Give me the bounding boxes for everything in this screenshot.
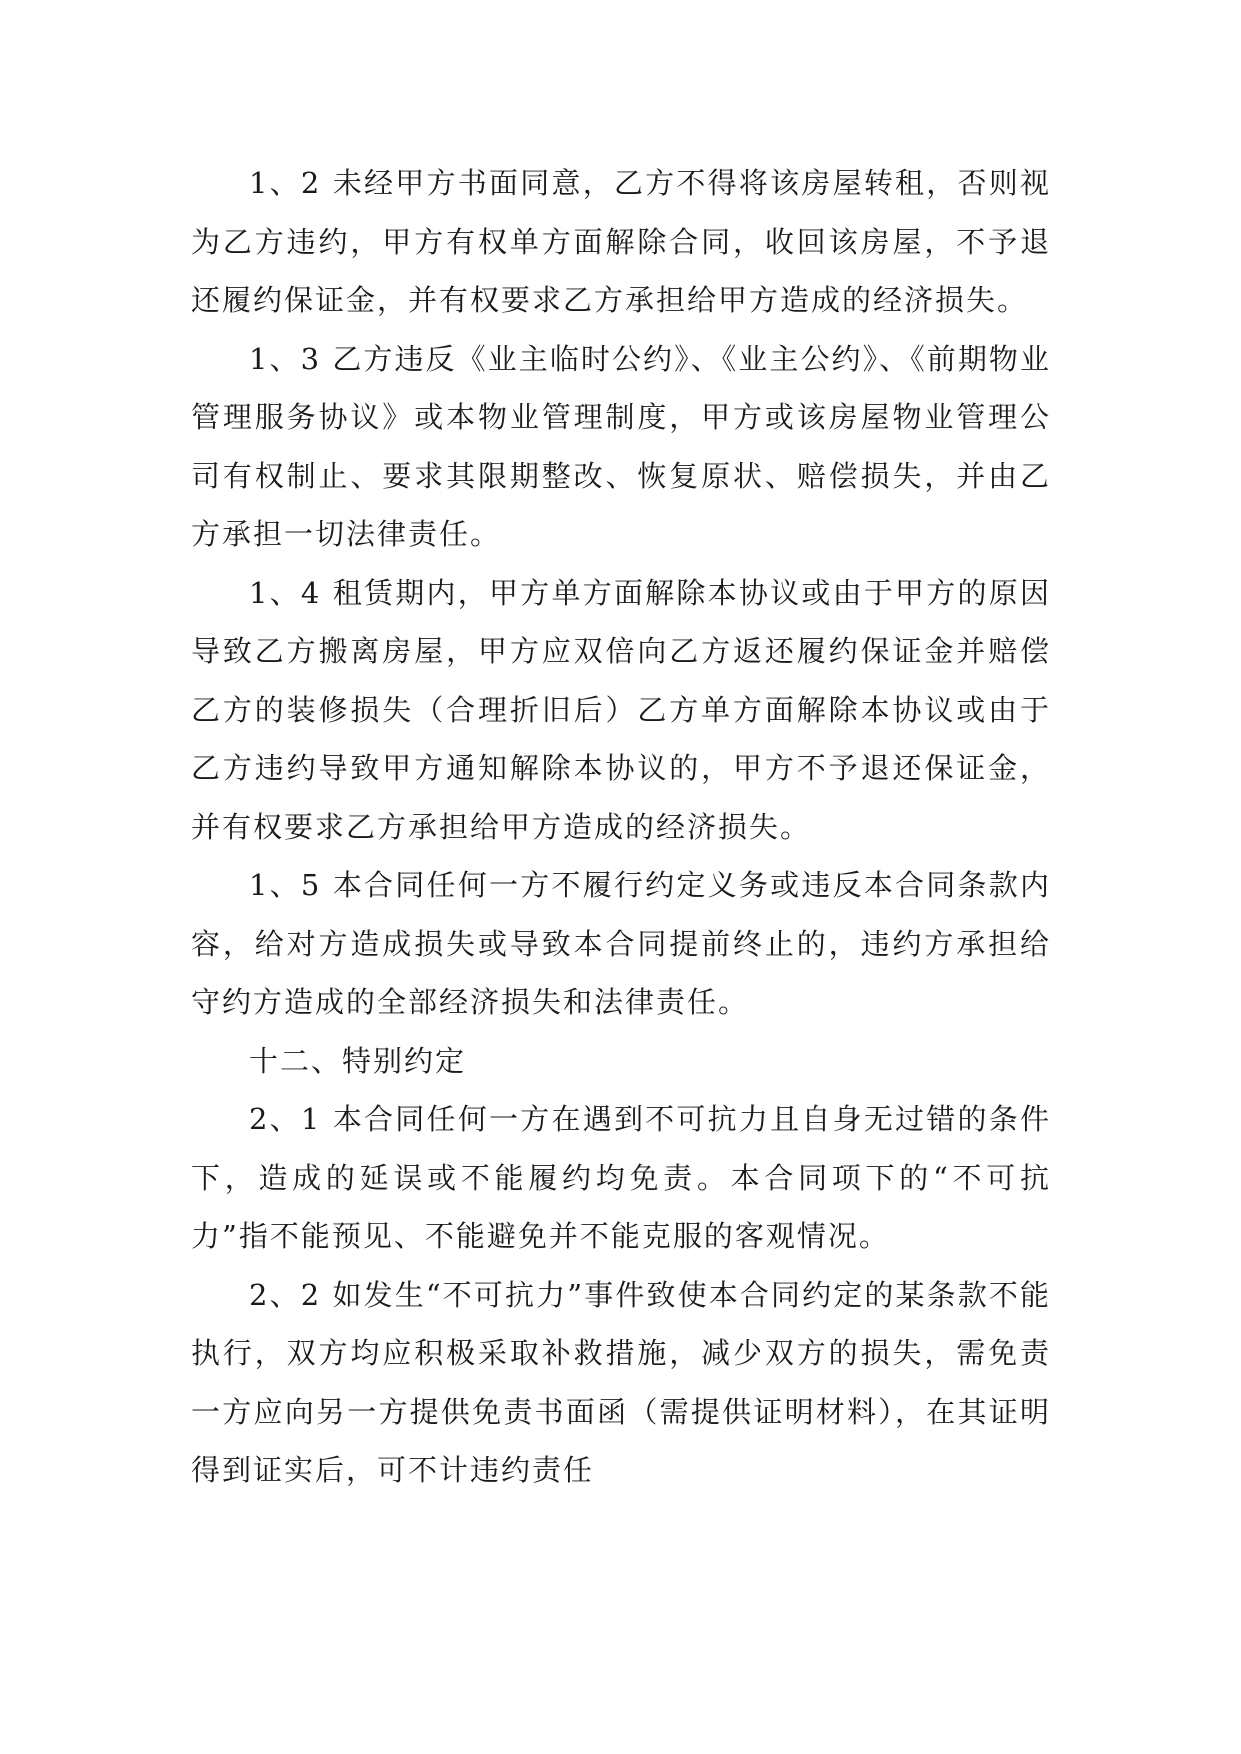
clause-2-2: 2、2 如发生“不可抗力”事件致使本合同约定的某条款不能执行，双方均应积极采取补救措施，减少双方的损失，需免责一方应向另一方提供免责书面函（需提供证明材料），在其证明得到证实后，可不计违约责任 (191, 1277, 1051, 1487)
clause-1-5: 1、5 本合同任何一方不履行约定义务或违反本合同条款内容，给对方造成损失或导致本合同提前终止的，违约方承担给守约方造成的全部经济损失和法律责任。 (191, 868, 1051, 1019)
section-heading-special-terms: 十二、特别约定 (249, 1043, 467, 1078)
clause-1-4: 1、4 租赁期内，甲方单方面解除本协议或由于甲方的原因导致乙方搬离房屋，甲方应双倍向乙方返还履约保证金并赔偿乙方的装修损失（合理折旧后）乙方单方面解除本协议或由于乙方违约导致甲方通知解除本协议的，甲方不予退还保证金，并有权要求乙方承担给甲方造成的经济损失。 (191, 575, 1051, 844)
clause-2-1: 2、1 本合同任何一方在遇到不可抗力且自身无过错的条件下，造成的延误或不能履约均免责。本合同项下的“不可抗力”指不能预见、不能避免并不能克服的客观情况。 (191, 1102, 1051, 1253)
clause-1-2: 1、2 未经甲方书面同意，乙方不得将该房屋转租，否则视为乙方违约，甲方有权单方面解除合同，收回该房屋，不予退还履约保证金，并有权要求乙方承担给甲方造成的经济损失。 (191, 166, 1051, 317)
document-page (191, 154, 1051, 1500)
clause-1-3: 1、3 乙方违反《业主临时公约》、《业主公约》、《前期物业管理服务协议》或本物业管理制度，甲方或该房屋物业管理公司有权制止、要求其限期整改、恢复原状、赔偿损失，并由乙方承担一切法律责任。 (191, 341, 1051, 551)
